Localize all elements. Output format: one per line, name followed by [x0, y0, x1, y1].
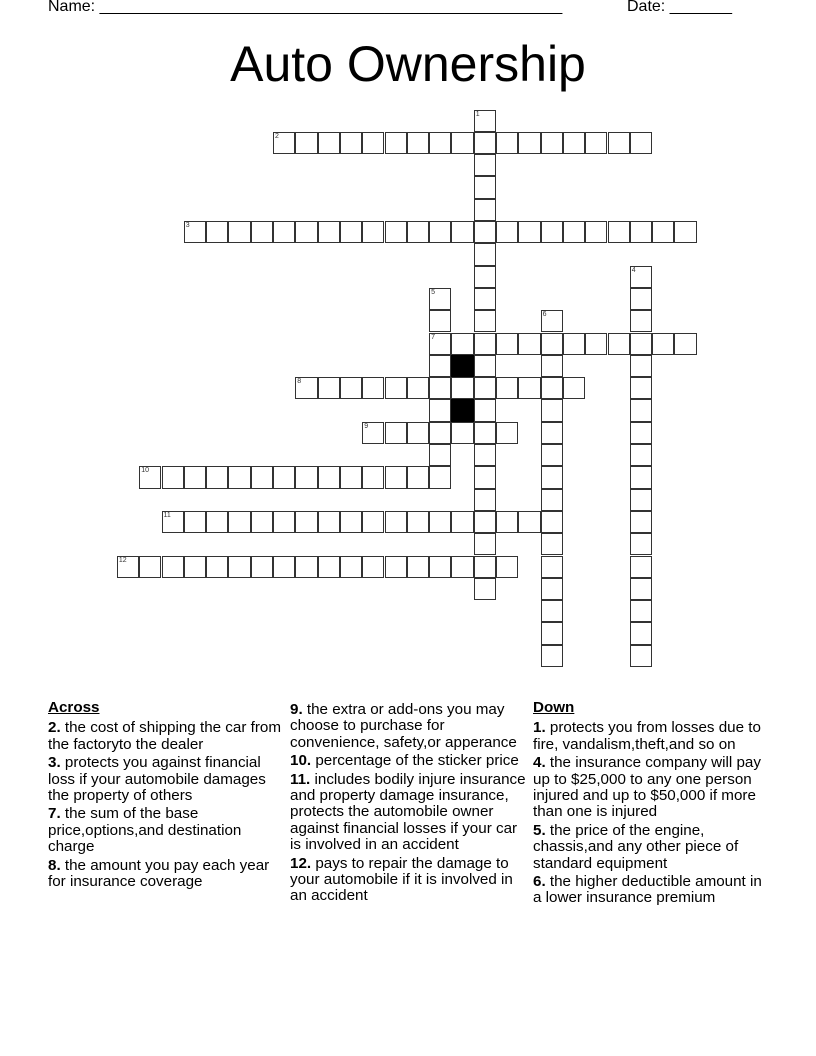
clue-down-6	[533, 874, 773, 907]
clue-number: 6.	[533, 873, 546, 891]
grid-cell[interactable]	[429, 422, 451, 444]
grid-cell[interactable]	[541, 221, 563, 243]
grid-cell[interactable]	[206, 556, 228, 578]
grid-cell[interactable]	[608, 221, 630, 243]
clue-across-12	[290, 856, 530, 905]
grid-cell[interactable]	[385, 377, 407, 399]
grid-cell[interactable]	[541, 511, 563, 533]
grid-cell[interactable]	[407, 422, 429, 444]
clue-text: protects you against financial loss if your automobile damages the property of others	[48, 754, 266, 805]
clue-text: the price of the engine, chassis,and any other piece of standard equipment	[533, 821, 739, 872]
grid-cell[interactable]	[139, 466, 161, 488]
grid-cell[interactable]	[474, 288, 496, 310]
grid-cell[interactable]	[541, 132, 563, 154]
grid-cell[interactable]	[429, 132, 451, 154]
grid-cell[interactable]	[429, 511, 451, 533]
grid-cell[interactable]	[273, 221, 295, 243]
clues-column-1	[48, 700, 288, 892]
clue-number: 12.	[290, 854, 312, 872]
grid-cell[interactable]	[429, 333, 451, 355]
grid-cell[interactable]	[541, 333, 563, 355]
clue-number: 7.	[48, 805, 61, 823]
grid-cell[interactable]	[451, 221, 473, 243]
clue-text: the cost of shipping the car from the factoryto the dealer	[48, 719, 282, 753]
grid-cell[interactable]	[362, 556, 384, 578]
clue-number-label: 12	[118, 556, 127, 564]
clue-text: pays to repair the damage to your automobile if it is involved in an accident	[290, 854, 513, 905]
grid-cell[interactable]	[184, 556, 206, 578]
grid-cell[interactable]	[474, 422, 496, 444]
grid-cell[interactable]	[385, 466, 407, 488]
grid-cell[interactable]	[407, 132, 429, 154]
grid-cell[interactable]	[295, 466, 317, 488]
grid-cell[interactable]	[340, 466, 362, 488]
grid-cell[interactable]	[429, 377, 451, 399]
grid-cell[interactable]	[184, 511, 206, 533]
clue-number: 8.	[48, 856, 61, 874]
grid-cell[interactable]	[295, 556, 317, 578]
grid-cell[interactable]	[541, 310, 563, 332]
grid-cell[interactable]	[385, 556, 407, 578]
grid-cell[interactable]	[451, 333, 473, 355]
grid-cell[interactable]	[630, 533, 652, 555]
grid-cell[interactable]	[518, 221, 540, 243]
black-cell	[451, 399, 473, 421]
page-title: Auto Ownership	[230, 36, 586, 92]
grid-cell[interactable]	[340, 556, 362, 578]
grid-cell[interactable]	[318, 466, 340, 488]
grid-cell[interactable]	[630, 221, 652, 243]
grid-cell[interactable]	[474, 444, 496, 466]
clue-text: protects you from losses due to fire, vandalism,theft,and so on	[533, 719, 761, 753]
grid-cell[interactable]	[496, 422, 518, 444]
grid-cell[interactable]	[474, 221, 496, 243]
clue-number-label: 6	[542, 311, 547, 319]
grid-cell[interactable]	[630, 556, 652, 578]
grid-cell[interactable]	[518, 333, 540, 355]
clue-down-5	[533, 823, 773, 872]
grid-cell[interactable]	[385, 221, 407, 243]
clue-number: 9.	[290, 701, 303, 718]
clue-across-2	[48, 720, 288, 753]
grid-cell[interactable]	[630, 355, 652, 377]
grid-cell[interactable]	[630, 310, 652, 332]
grid-cell[interactable]	[429, 310, 451, 332]
clue-across-3	[48, 755, 288, 804]
grid-cell[interactable]	[228, 511, 250, 533]
grid-cell[interactable]	[496, 132, 518, 154]
grid-cell[interactable]	[162, 466, 184, 488]
grid-cell[interactable]	[474, 243, 496, 265]
grid-cell[interactable]	[585, 221, 607, 243]
grid-cell[interactable]	[496, 377, 518, 399]
grid-cell[interactable]	[206, 511, 228, 533]
grid-cell[interactable]	[362, 377, 384, 399]
grid-cell[interactable]	[541, 622, 563, 644]
clue-across-7	[48, 806, 288, 855]
grid-cell[interactable]	[630, 422, 652, 444]
grid-cell[interactable]	[273, 556, 295, 578]
grid-cell[interactable]	[273, 132, 295, 154]
grid-cell[interactable]	[295, 377, 317, 399]
grid-cell[interactable]	[630, 399, 652, 421]
grid-cell[interactable]	[206, 221, 228, 243]
clue-number-label: 4	[631, 266, 636, 274]
grid-cell[interactable]	[362, 221, 384, 243]
clues-column-2	[290, 702, 530, 907]
grid-cell[interactable]	[630, 444, 652, 466]
grid-cell[interactable]	[608, 132, 630, 154]
grid-cell[interactable]	[608, 333, 630, 355]
grid-cell[interactable]	[518, 377, 540, 399]
grid-cell[interactable]	[630, 511, 652, 533]
grid-cell[interactable]	[295, 511, 317, 533]
grid-cell[interactable]	[340, 511, 362, 533]
clue-down-4	[533, 755, 773, 821]
grid-cell[interactable]	[585, 132, 607, 154]
grid-cell[interactable]	[474, 132, 496, 154]
grid-cell[interactable]	[474, 110, 496, 132]
grid-cell[interactable]	[251, 556, 273, 578]
grid-cell[interactable]	[340, 132, 362, 154]
grid-cell[interactable]	[474, 355, 496, 377]
grid-cell[interactable]	[385, 511, 407, 533]
clue-number-label: 2	[275, 132, 279, 140]
clue-across-8	[48, 858, 288, 891]
grid-cell[interactable]	[295, 221, 317, 243]
down-heading: Down	[533, 699, 575, 716]
grid-cell[interactable]	[563, 333, 585, 355]
grid-cell[interactable]	[407, 377, 429, 399]
grid-cell[interactable]	[496, 333, 518, 355]
grid-cell[interactable]	[451, 422, 473, 444]
grid-cell[interactable]	[518, 511, 540, 533]
grid-cell[interactable]	[429, 288, 451, 310]
grid-cell[interactable]	[117, 556, 139, 578]
grid-cell[interactable]	[474, 333, 496, 355]
clue-text: the amount you pay each year for insurance coverage	[48, 856, 270, 891]
grid-cell[interactable]	[474, 578, 496, 600]
grid-cell[interactable]	[474, 511, 496, 533]
clue-number-label: 8	[297, 378, 302, 386]
grid-cell[interactable]	[362, 132, 384, 154]
grid-cell[interactable]	[496, 556, 518, 578]
grid-cell[interactable]	[162, 556, 184, 578]
clue-text: the sum of the base price,options,and destination charge	[48, 805, 242, 856]
clue-number-label: 3	[185, 222, 190, 229]
grid-cell[interactable]	[474, 399, 496, 421]
clue-across-11	[290, 772, 530, 854]
grid-cell[interactable]	[630, 622, 652, 644]
grid-cell[interactable]	[674, 221, 696, 243]
clue-across-10	[290, 753, 530, 769]
grid-cell[interactable]	[630, 132, 652, 154]
clue-number-label: 9	[364, 422, 369, 430]
grid-cell[interactable]	[474, 310, 496, 332]
grid-cell[interactable]	[674, 333, 696, 355]
grid-cell[interactable]	[630, 466, 652, 488]
grid-cell[interactable]	[474, 266, 496, 288]
grid-cell[interactable]	[184, 466, 206, 488]
grid-cell[interactable]	[139, 556, 161, 578]
grid-cell[interactable]	[362, 466, 384, 488]
grid-cell[interactable]	[407, 511, 429, 533]
grid-cell[interactable]	[362, 422, 384, 444]
name-field[interactable]: Name: ____________________________________________________	[48, 0, 563, 15]
grid-cell[interactable]	[318, 556, 340, 578]
grid-cell[interactable]	[541, 355, 563, 377]
grid-cell[interactable]	[563, 221, 585, 243]
grid-cell[interactable]	[630, 600, 652, 622]
clue-text: the higher deductible amount in a lower insurance premium	[533, 873, 762, 907]
grid-cell[interactable]	[474, 466, 496, 488]
grid-cell[interactable]	[541, 645, 563, 667]
clue-text: includes bodily injure insurance and property damage insurance, protects the automobile owner against financial losses if your car is involved in an accident	[290, 770, 526, 854]
grid-cell[interactable]	[318, 377, 340, 399]
clue-number-label: 7	[431, 333, 435, 341]
grid-cell[interactable]	[541, 600, 563, 622]
grid-cell[interactable]	[541, 444, 563, 466]
grid-cell[interactable]	[251, 511, 273, 533]
grid-cell[interactable]	[541, 377, 563, 399]
clue-number: 5.	[533, 821, 546, 839]
grid-cell[interactable]	[228, 556, 250, 578]
clue-number: 4.	[533, 754, 546, 772]
grid-cell[interactable]	[295, 132, 317, 154]
grid-cell[interactable]	[429, 221, 451, 243]
clue-number: 11.	[290, 770, 311, 788]
clue-text: the extra or add-ons you may choose to purchase for convenience, safety,or apperance	[290, 701, 517, 751]
clues-column-3	[533, 700, 773, 909]
grid-cell[interactable]	[206, 466, 228, 488]
grid-cell[interactable]	[407, 556, 429, 578]
clue-number: 10.	[290, 752, 312, 770]
grid-cell[interactable]	[474, 489, 496, 511]
grid-cell[interactable]	[273, 466, 295, 488]
grid-cell[interactable]	[362, 511, 384, 533]
grid-cell[interactable]	[407, 466, 429, 488]
grid-cell[interactable]	[228, 221, 250, 243]
clue-number-label: 5	[431, 288, 435, 296]
grid-cell[interactable]	[429, 355, 451, 377]
grid-cell[interactable]	[496, 511, 518, 533]
grid-cell[interactable]	[251, 466, 273, 488]
grid-cell[interactable]	[184, 221, 206, 243]
grid-cell[interactable]	[251, 221, 273, 243]
grid-cell[interactable]	[541, 422, 563, 444]
grid-cell[interactable]	[340, 377, 362, 399]
grid-cell[interactable]	[407, 221, 429, 243]
grid-cell[interactable]	[518, 132, 540, 154]
grid-cell[interactable]	[451, 377, 473, 399]
grid-cell[interactable]	[630, 377, 652, 399]
grid-cell[interactable]	[474, 176, 496, 198]
grid-cell[interactable]	[585, 333, 607, 355]
black-cell	[451, 355, 473, 377]
clue-number-label: 10	[141, 467, 149, 475]
grid-cell[interactable]	[541, 578, 563, 600]
grid-cell[interactable]	[474, 154, 496, 176]
grid-cell[interactable]	[162, 511, 184, 533]
grid-cell[interactable]	[630, 288, 652, 310]
grid-cell[interactable]	[630, 489, 652, 511]
grid-cell[interactable]	[429, 466, 451, 488]
grid-cell[interactable]	[474, 377, 496, 399]
grid-cell[interactable]	[451, 556, 473, 578]
grid-cell[interactable]	[541, 489, 563, 511]
grid-cell[interactable]	[474, 199, 496, 221]
grid-cell[interactable]	[451, 511, 473, 533]
clue-number: 2.	[48, 719, 61, 737]
grid-cell[interactable]	[541, 556, 563, 578]
clue-number-label: 11	[163, 511, 171, 519]
clue-number: 1.	[533, 719, 546, 737]
grid-cell[interactable]	[429, 399, 451, 421]
clue-text: percentage of the sticker price	[311, 752, 519, 770]
grid-cell[interactable]	[429, 556, 451, 578]
grid-cell[interactable]	[563, 377, 585, 399]
grid-cell[interactable]	[385, 132, 407, 154]
grid-cell[interactable]	[630, 266, 652, 288]
grid-cell[interactable]	[385, 422, 407, 444]
grid-cell[interactable]	[541, 466, 563, 488]
grid-cell[interactable]	[630, 333, 652, 355]
across-heading: Across	[48, 699, 100, 716]
grid-cell[interactable]	[652, 221, 674, 243]
grid-cell[interactable]	[474, 533, 496, 555]
grid-cell[interactable]	[318, 221, 340, 243]
grid-cell[interactable]	[451, 132, 473, 154]
grid-cell[interactable]	[273, 511, 295, 533]
grid-cell[interactable]	[541, 533, 563, 555]
grid-cell[interactable]	[496, 221, 518, 243]
grid-cell[interactable]	[541, 399, 563, 421]
grid-cell[interactable]	[340, 221, 362, 243]
clue-number-label: 1	[475, 110, 480, 118]
date-field[interactable]: Date: _______	[627, 0, 732, 15]
grid-cell[interactable]	[228, 466, 250, 488]
grid-cell[interactable]	[429, 444, 451, 466]
grid-cell[interactable]	[318, 132, 340, 154]
grid-cell[interactable]	[630, 645, 652, 667]
grid-cell[interactable]	[563, 132, 585, 154]
clue-down-1	[533, 720, 773, 753]
grid-cell[interactable]	[474, 556, 496, 578]
clue-text: the insurance company will pay up to $25,000 to any one person injured and up to $50,000 if more than one is injured	[533, 754, 761, 821]
clue-across-9	[290, 702, 530, 751]
grid-cell[interactable]	[630, 578, 652, 600]
grid-cell[interactable]	[318, 511, 340, 533]
grid-cell[interactable]	[652, 333, 674, 355]
clue-number: 3.	[48, 754, 61, 772]
